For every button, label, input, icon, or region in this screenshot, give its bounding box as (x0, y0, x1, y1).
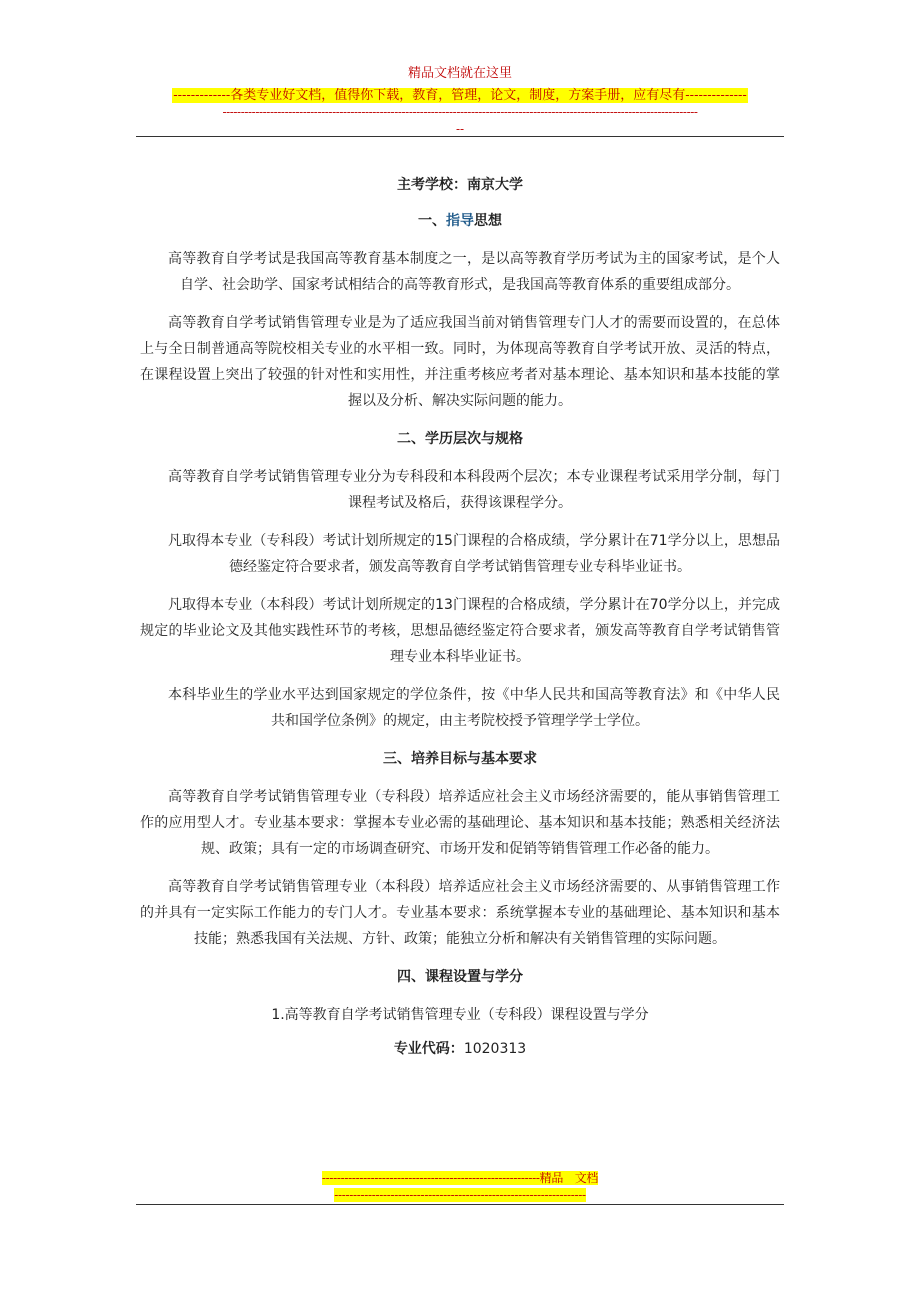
p4-course-count: 15 (435, 533, 453, 549)
section-heading-2: 二、学历层次与规格 (397, 431, 523, 447)
heading-1-link[interactable]: 指导 (446, 213, 474, 229)
p5-course-count: 13 (435, 597, 453, 613)
p5-part-a: 凡取得本专业（本科段）考试计划所规定的 (168, 597, 436, 613)
header-rule (136, 136, 784, 137)
subsection-text: 高等教育自学考试销售管理专业（专科段）课程设置与学分 (284, 1007, 649, 1023)
paragraph-1: 高等教育自学考试是我国高等教育基本制度之一，是以高等教育学历考试为主的国家考试，是个人自学、社会助学、国家考试相结合的高等教育形式，是我国高等教育体系的重要组成部分。 (168, 251, 780, 293)
footer-line-2 (0, 1187, 920, 1203)
paragraph-4 (140, 528, 780, 580)
subsection-title (140, 1002, 780, 1028)
p4-credit-count: 71 (649, 533, 668, 549)
footer-rule (136, 1204, 784, 1205)
header-banner-text: -------------各类专业好文档，值得你下载，教育，管理，论文，制度，方案手册，应有尽有-------------- (173, 88, 747, 103)
subsection-number: 1. (271, 1007, 285, 1023)
heading-1-suffix: 思想 (474, 213, 502, 229)
document-body (140, 168, 780, 1060)
header-dashes (136, 104, 784, 138)
p5-part-b: 门课程的合格成绩，学分累计在 (452, 597, 650, 613)
paragraph-5 (140, 592, 780, 670)
heading-1-prefix: 一、 (418, 213, 446, 229)
header-title: 精品文档就在这里 (407, 66, 512, 81)
header-banner (0, 84, 920, 104)
paragraph-7: 高等教育自学考试销售管理专业（专科段）培养适应社会主义市场经济需要的，能从事销售管理工作的应用型人才。专业基本要求：掌握本专业必需的基础理论、基本知识和基本技能；熟悉相关经济法规、政策；具有一定的市场调查研究、市场开发和促销等销售管理工作必备的能力。 (140, 789, 780, 857)
school-line (140, 172, 780, 198)
p5-part-c: 学分以上，并完成规定的毕业论文及其他实践性环节的考核，思想品德经鉴定符合要求者，颁发高等教育自学考试销售管理专业本科毕业证书。 (140, 597, 781, 665)
paragraph-8: 高等教育自学考试销售管理专业（本科段）培养适应社会主义市场经济需要的、从事销售管理工作的并具有一定实际工作能力的专门人才。专业基本要求：系统掌握本专业的基础理论、基本知识和基本技能；熟悉我国有关法规、方针、政策；能独立分析和解决有关销售管理的实际问题。 (140, 879, 780, 947)
p4-part-b: 门课程的合格成绩，学分累计在 (452, 533, 650, 549)
p4-part-c: 学分以上，思想品德经鉴定符合要求者，颁发高等教育自学考试销售管理专业专科毕业证书。 (229, 533, 781, 575)
p5-credit-count: 70 (649, 597, 668, 613)
paragraph-6: 本科毕业生的学业水平达到国家规定的学位条件，按《中华人民共和国高等教育法》和《中华人民共和国学位条例》的规定，由主考院校授予管理学学士学位。 (168, 687, 780, 729)
paragraph-2: 高等教育自学考试销售管理专业是为了适应我国当前对销售管理专门人才的需要而设置的，在总体上与全日制普通高等院校相关专业的水平相一致。同时，为体现高等教育自学考试开放、灵活的特点，在课程设置上突出了较强的针对性和实用性，并注重考核应考者对基本理论、基本知识和基本技能的掌握以及分析、解决实际问题的能力。 (140, 315, 780, 409)
major-code-line (140, 1038, 780, 1060)
school-text: 主考学校：南京大学 (397, 177, 523, 193)
header-dashes-row-1: ---------------------------------------------------------------------------------------------------------------------------------- (222, 105, 698, 119)
major-code-value: 1020313 (463, 1041, 527, 1057)
section-heading-4: 四、课程设置与学分 (397, 969, 523, 985)
p4-part-a: 凡取得本专业（专科段）考试计划所规定的 (168, 533, 436, 549)
section-heading-1 (140, 210, 780, 232)
section-heading-3: 三、培养目标与基本要求 (383, 751, 537, 767)
footer-line-2-text: ------------------------------------------------------------------- (334, 1188, 586, 1202)
major-code-label: 专业代码： (393, 1041, 464, 1057)
header-dashes-row-2: -- (455, 122, 465, 136)
paragraph-3: 高等教育自学考试销售管理专业分为专科段和本科段两个层次；本专业课程考试采用学分制，每门课程考试及格后，获得该课程学分。 (168, 469, 780, 511)
footer-line-1-text: ----------------------------------------------------------精品 文档 (321, 1171, 599, 1185)
footer-line-1 (0, 1170, 920, 1186)
